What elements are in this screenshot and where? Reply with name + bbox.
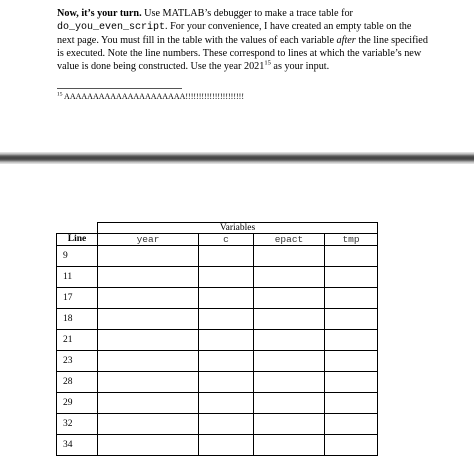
- cell-year[interactable]: [98, 393, 199, 414]
- table-row: [57, 372, 378, 393]
- instructions-lead: Now, it’s your turn.: [57, 8, 142, 19]
- table-row: [57, 309, 378, 330]
- trace-table: [56, 222, 378, 456]
- script-name: do_you_even_script: [57, 22, 166, 34]
- table-row: [57, 393, 378, 414]
- instructions-text-1: Use MATLAB’s debugger to make a trace table for: [141, 8, 353, 19]
- cell-epact[interactable]: [254, 267, 325, 288]
- line-number: 21: [57, 330, 98, 351]
- line-number: 18: [57, 309, 98, 330]
- cell-year[interactable]: [98, 288, 199, 309]
- footnote-text: AAAAAAAAAAAAAAAAAAAAA!!!!!!!!!!!!!!!!!!!!!!: [62, 92, 244, 101]
- cell-year[interactable]: [98, 435, 199, 456]
- cell-year[interactable]: [98, 309, 199, 330]
- cell-c[interactable]: [199, 393, 254, 414]
- cell-year[interactable]: [98, 372, 199, 393]
- cell-tmp[interactable]: [325, 330, 378, 351]
- instructions-emphasis: after: [336, 35, 356, 47]
- column-header-tmp: tmp: [325, 234, 378, 246]
- instructions-text-2: . For your convenience, I have created an empty table on the next page. You must fill in the table with the values of each variable: [57, 21, 412, 47]
- footnote-reference: 15: [264, 59, 271, 67]
- cell-c[interactable]: [199, 414, 254, 435]
- table-row: [57, 246, 378, 267]
- cell-tmp[interactable]: [325, 267, 378, 288]
- line-number: 11: [57, 267, 98, 288]
- cell-epact[interactable]: [254, 330, 325, 351]
- cell-c[interactable]: [199, 330, 254, 351]
- page-separator: [0, 152, 474, 164]
- variables-header: Variables: [98, 223, 378, 234]
- cell-year[interactable]: [98, 246, 199, 267]
- cell-c[interactable]: [199, 351, 254, 372]
- cell-tmp[interactable]: [325, 351, 378, 372]
- cell-tmp[interactable]: [325, 246, 378, 267]
- cell-epact[interactable]: [254, 414, 325, 435]
- footnote-divider: [57, 88, 182, 89]
- cell-epact[interactable]: [254, 351, 325, 372]
- cell-year[interactable]: [98, 414, 199, 435]
- cell-c[interactable]: [199, 372, 254, 393]
- table-row: [57, 288, 378, 309]
- footnote: [57, 92, 244, 102]
- cell-c[interactable]: [199, 309, 254, 330]
- cell-tmp[interactable]: [325, 393, 378, 414]
- cell-c[interactable]: [199, 288, 254, 309]
- line-number: 28: [57, 372, 98, 393]
- instructions-text-3: the line specified is executed. Note the line numbers. These correspond to lines at which the variable’s new value is done being constructed. Use the year 2021: [57, 35, 428, 73]
- line-number: 34: [57, 435, 98, 456]
- line-column-header: Line: [57, 234, 98, 246]
- table-corner: [57, 223, 98, 234]
- cell-tmp[interactable]: [325, 435, 378, 456]
- instructions-paragraph: [57, 7, 429, 73]
- footnote-number: 15: [57, 91, 63, 98]
- cell-c[interactable]: [199, 267, 254, 288]
- column-header-c: c: [199, 234, 254, 246]
- line-number: 32: [57, 414, 98, 435]
- line-number: 17: [57, 288, 98, 309]
- cell-year[interactable]: [98, 267, 199, 288]
- cell-tmp[interactable]: [325, 309, 378, 330]
- document-page-top: [0, 0, 474, 150]
- cell-epact[interactable]: [254, 246, 325, 267]
- cell-epact[interactable]: [254, 372, 325, 393]
- cell-tmp[interactable]: [325, 414, 378, 435]
- cell-tmp[interactable]: [325, 288, 378, 309]
- column-header-epact: epact: [254, 234, 325, 246]
- cell-year[interactable]: [98, 351, 199, 372]
- cell-epact[interactable]: [254, 288, 325, 309]
- table-row: [57, 351, 378, 372]
- instructions-text-4: as your input.: [270, 61, 330, 73]
- cell-year[interactable]: [98, 330, 199, 351]
- line-number: 23: [57, 351, 98, 372]
- cell-c[interactable]: [199, 435, 254, 456]
- cell-epact[interactable]: [254, 309, 325, 330]
- table-row: [57, 414, 378, 435]
- cell-tmp[interactable]: [325, 372, 378, 393]
- cell-epact[interactable]: [254, 393, 325, 414]
- column-header-year: year: [98, 234, 199, 246]
- cell-epact[interactable]: [254, 435, 325, 456]
- line-number: 9: [57, 246, 98, 267]
- table-row: [57, 435, 378, 456]
- table-row: [57, 267, 378, 288]
- line-number: 29: [57, 393, 98, 414]
- table-row: [57, 330, 378, 351]
- cell-c[interactable]: [199, 246, 254, 267]
